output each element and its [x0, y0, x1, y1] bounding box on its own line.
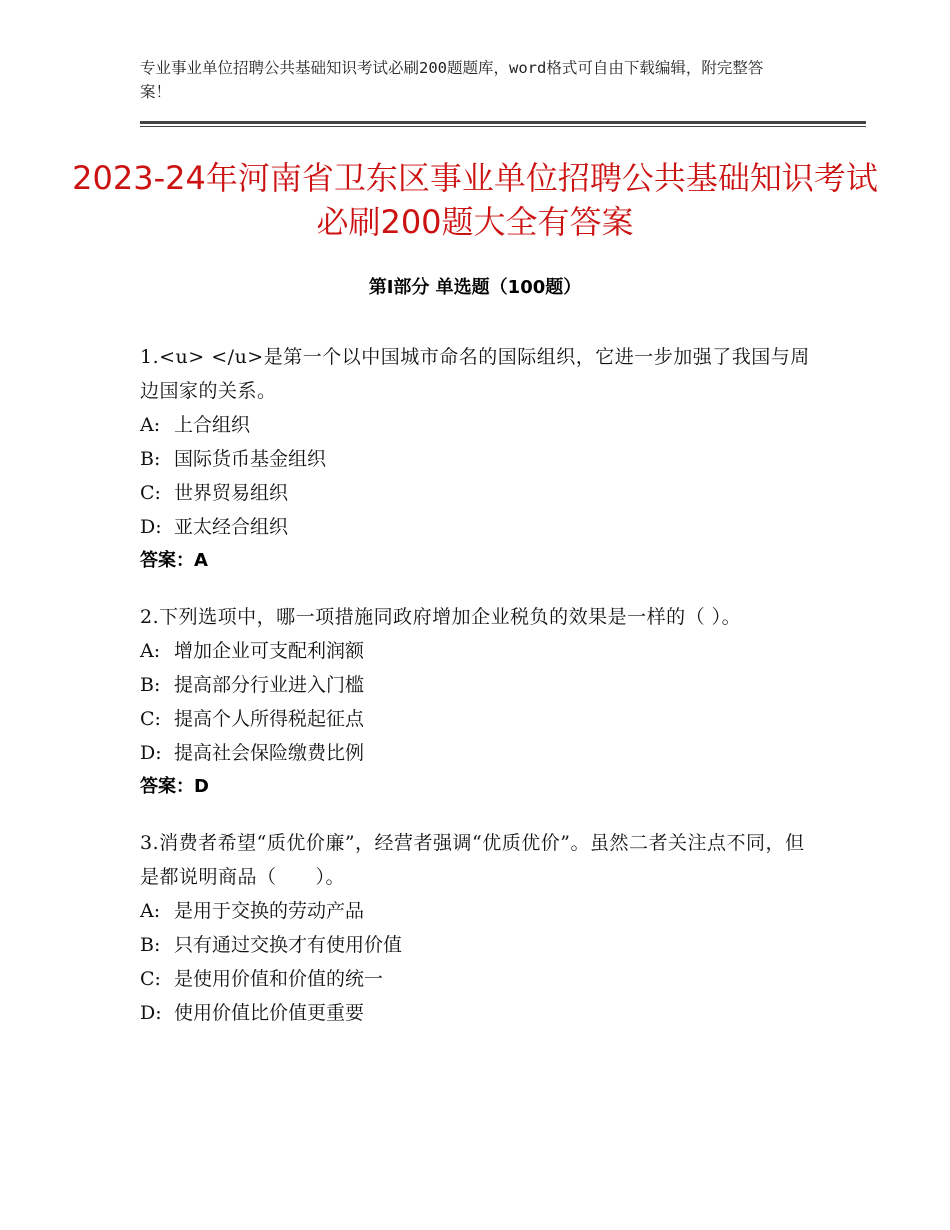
- option-text: 提高社会保险缴费比例: [174, 742, 365, 764]
- option-letter: D:: [140, 742, 162, 764]
- option-letter: C:: [140, 708, 161, 730]
- option-text: 提高部分行业进入门槛: [174, 674, 365, 696]
- option-a: [140, 408, 810, 442]
- question-3: [140, 826, 810, 1030]
- answer-line: [140, 544, 810, 578]
- option-b: [140, 928, 810, 962]
- option-text: 亚太经合组织: [174, 516, 289, 538]
- option-letter: A:: [140, 414, 161, 436]
- answer-label: 答案：: [140, 776, 194, 797]
- header-divider-thick: [140, 121, 866, 124]
- option-letter: B:: [140, 934, 161, 956]
- question-2: [140, 600, 810, 804]
- option-text: 世界贸易组织: [174, 482, 289, 504]
- option-letter: A:: [140, 900, 161, 922]
- option-letter: A:: [140, 640, 161, 662]
- option-letter: B:: [140, 674, 161, 696]
- option-letter: B:: [140, 448, 161, 470]
- document-title: 2023-24年河南省卫东区事业单位招聘公共基础知识考试必刷200题大全有答案: [72, 159, 878, 241]
- option-b: [140, 442, 810, 476]
- option-d: [140, 736, 810, 770]
- option-text: 是使用价值和价值的统一: [174, 968, 384, 990]
- option-text: 是用于交换的劳动产品: [174, 900, 365, 922]
- option-letter: D:: [140, 516, 162, 538]
- header-divider-thin: [140, 126, 866, 127]
- answer-label: 答案：: [140, 550, 194, 571]
- header-note: 专业事业单位招聘公共基础知识考试必刷200题题库，word格式可自由下载编辑，附完整答案！: [140, 59, 764, 101]
- answer-line: [140, 770, 810, 804]
- answer-value: A: [194, 550, 208, 571]
- option-b: [140, 668, 810, 702]
- question-list: [140, 340, 810, 1052]
- option-a: [140, 894, 810, 928]
- option-c: [140, 702, 810, 736]
- answer-value: D: [194, 776, 209, 797]
- option-text: 提高个人所得税起征点: [174, 708, 365, 730]
- option-text: 上合组织: [174, 414, 251, 436]
- option-text: 使用价值比价值更重要: [174, 1002, 365, 1024]
- question-stem: 2.下列选项中，哪一项措施同政府增加企业税负的效果是一样的（ ）。: [140, 606, 742, 628]
- option-d: [140, 996, 810, 1030]
- question-stem: 3.消费者希望“质优价廉”，经营者强调“优质优价”。虽然二者关注点不同，但是都说明商品（ ）。: [140, 832, 805, 888]
- option-a: [140, 634, 810, 668]
- option-c: [140, 476, 810, 510]
- section-title: 第Ⅰ部分 单选题（100题）: [368, 277, 582, 298]
- question-1: [140, 340, 810, 578]
- option-letter: C:: [140, 968, 161, 990]
- option-text: 国际货币基金组织: [174, 448, 327, 470]
- option-c: [140, 962, 810, 996]
- question-stem: 1.<u> </u>是第一个以中国城市命名的国际组织，它进一步加强了我国与周边国家的关系。: [140, 346, 810, 402]
- option-letter: C:: [140, 482, 161, 504]
- option-text: 只有通过交换才有使用价值: [174, 934, 403, 956]
- option-letter: D:: [140, 1002, 162, 1024]
- option-d: [140, 510, 810, 544]
- option-text: 增加企业可支配利润额: [174, 640, 365, 662]
